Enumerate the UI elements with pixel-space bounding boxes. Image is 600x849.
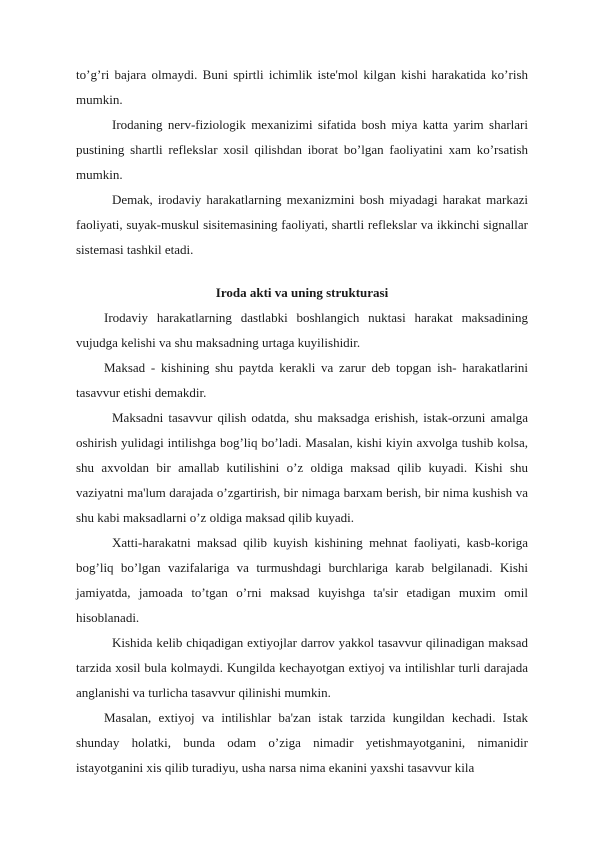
paragraph: Maksad - kishining shu paytda kerakli va zarur deb topgan ish- harakatlarini tasavvur etishi demakdir. xyxy=(76,360,528,400)
paragraph: Masalan, extiyoj va intilishlar ba'zan istak tarzida kungildan kechadi. Istak shunday holatki, bunda odam o’ziga nimadir yetishmayotganini, nimanidir istayotganini xis qilib turadiyu, usha narsa nima ekanini yaxshi tasavvur kila xyxy=(76,710,528,775)
paragraph: to’g’ri bajara olmaydi. Buni spirtli ichimlik iste'mol kilgan kishi harakatida ko’rish mumkin. xyxy=(76,67,528,107)
paragraph: Irodaning nerv-fiziologik mexanizimi sifatida bosh miya katta yarim sharlari pustining shartli reflekslar xosil qilishdan iborat bo’lgan faoliyatini xam ko’rsatish mumkin. xyxy=(76,117,528,182)
paragraph: Irodaviy harakatlarning dastlabki boshlangich nuktasi harakat maksadining vujudga kelishi va shu maksadning urtaga kuyilishidir. xyxy=(76,310,528,350)
paragraph: Demak, irodaviy harakatlarning mexanizmini bosh miyadagi harakat markazi faoliyati, suyak-muskul sisitemasining faoliyati, shartli reflekslar va ikkinchi signallar sistemasi tashkil etadi. xyxy=(76,192,528,257)
paragraph: Xatti-harakatni maksad qilib kuyish kishining mehnat faoliyati, kasb-koriga bog’liq bo’lgan vazifalariga va turmushdagi burchlariga karab belgilanadi. Kishi jamiyatda, jamoada to’tgan o’rni maksad kuyishga ta'sir etadigan muxim omil hisoblanadi. xyxy=(76,535,528,625)
paragraph: Kishida kelib chiqadigan extiyojlar darrov yakkol tasavvur qilinadigan maksad tarzida xosil bula kolmaydi. Kungilda kechayotgan extiyoj va intilishlar turli darajada anglanishi va turlicha tasavvur qilinishi mumkin. xyxy=(76,635,528,700)
section-heading: Iroda akti va uning strukturasi xyxy=(215,285,389,300)
document-page xyxy=(76,62,528,780)
paragraph: Maksadni tasavvur qilish odatda, shu maksadga erishish, istak-orzuni amalga oshirish yulidagi intilishga bog’liq bo’ladi. Masalan, kishi kiyin axvolga tushib kolsa, shu axvoldan bir amallab kutilishini o’z oldiga maksad qilib kuyadi. Kishi shu vaziyatni ma'lum darajada o’zgartirish, bir nimaga barxam berish, bir nima kushish va shu kabi maksadlarni o’z oldiga maksad qilib kuyadi. xyxy=(76,410,528,525)
